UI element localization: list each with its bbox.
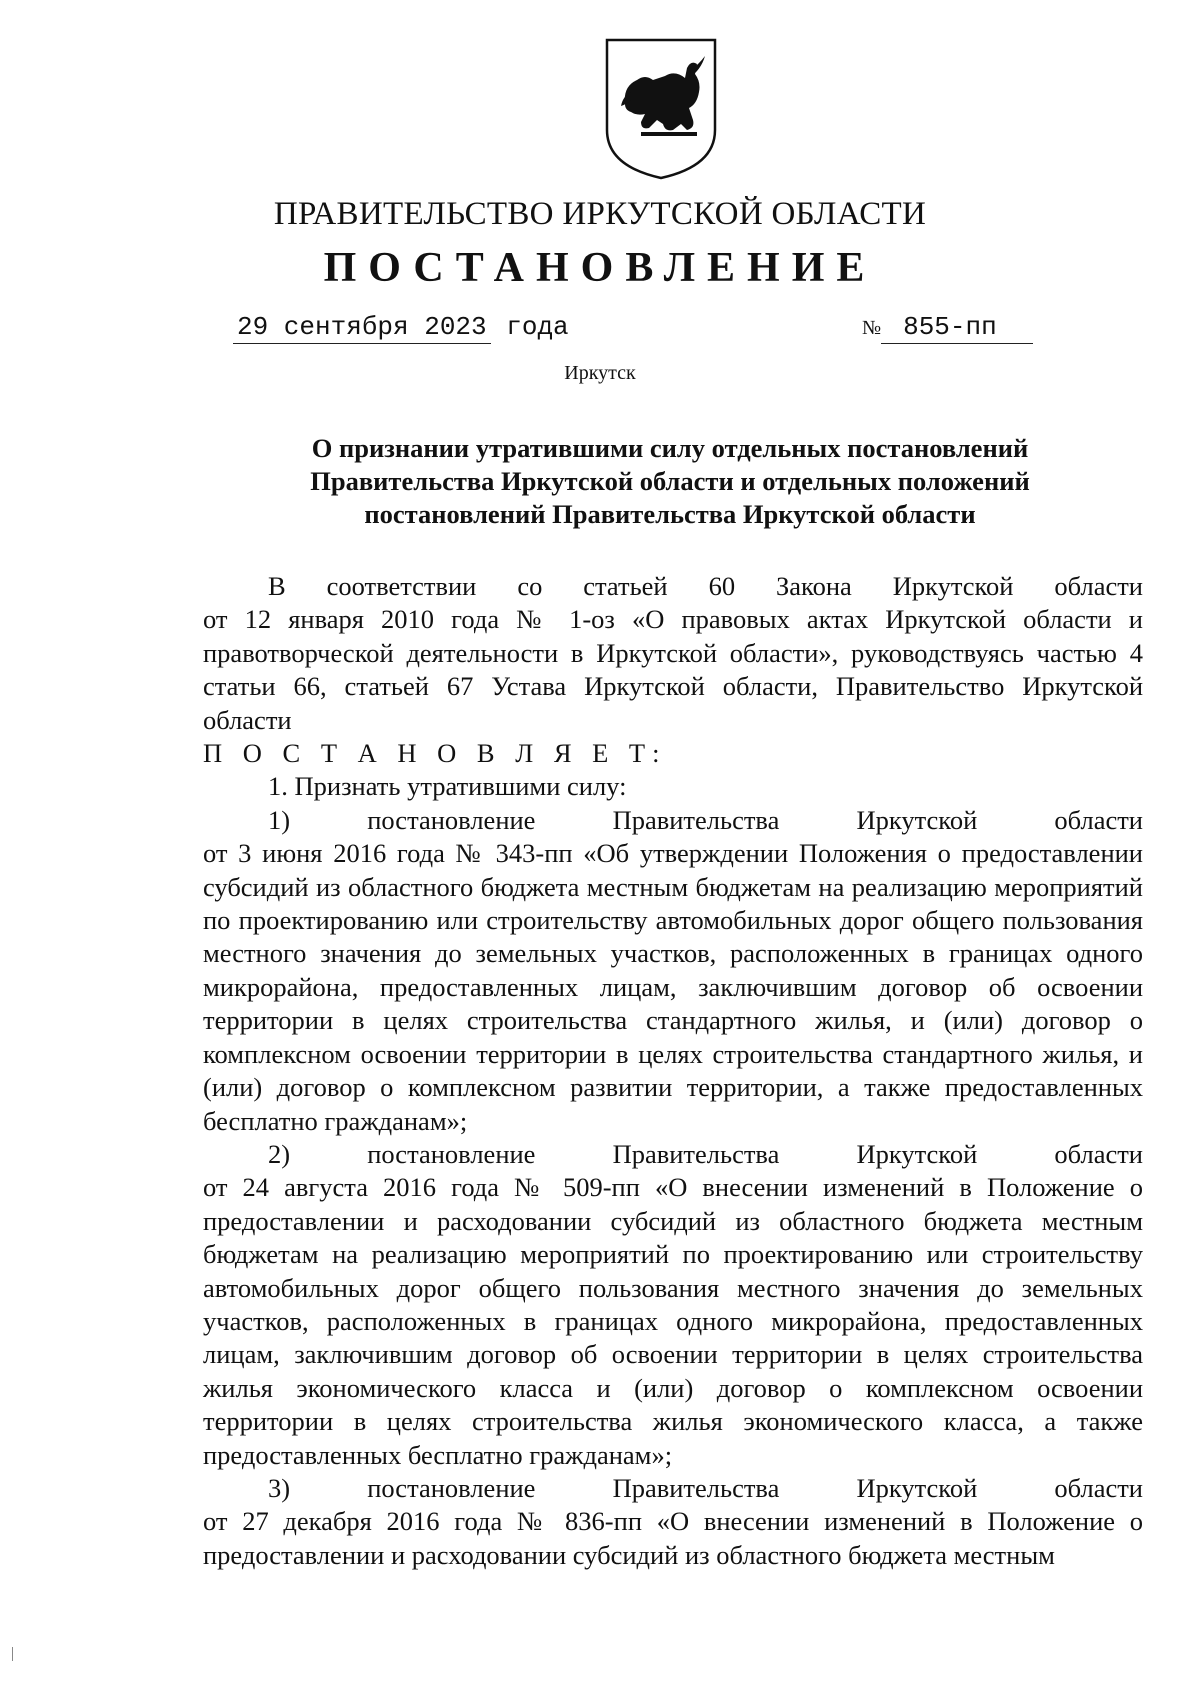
number-value: 855-пп (881, 312, 1033, 344)
word: соответствии (326, 571, 477, 601)
government-name: ПРАВИТЕЛЬСТВО ИРКУТСКОЙ ОБЛАСТИ (273, 196, 927, 232)
word: со (517, 571, 543, 601)
word: области (1054, 804, 1143, 835)
subitem-3-first-line (203, 1472, 1143, 1505)
subitem-3-text: от 27 декабря 2016 года № 836-пп «О внесении изменений в Положение о предоставлении и расходовании субсидий из областного бюджета местным (203, 1506, 1143, 1570)
title-line: постановлений Правительства Иркутской области (364, 499, 976, 529)
word: области (1054, 571, 1143, 601)
word: области (1054, 1472, 1143, 1503)
word: статьей (583, 571, 668, 601)
word: 3) (268, 1472, 291, 1503)
issue-city: Иркутск (564, 362, 636, 384)
document-type: ПОСТАНОВЛЕНИЕ (323, 245, 877, 291)
title-line: О признании утратившими силу отдельных постановлений (311, 433, 1029, 463)
subitem-1-text: от 3 июня 2016 года № 343-пп «Об утверждении Положения о предоставлении субсидий из областного бюджета местным бюджетам на реализацию мероприятий по проектированию или строительству автомобильных дорог общего пользования местного значения до земельных участков, расположенных в границах одного микрорайона, предоставленных лицам, заключившим договор об освоении территории в целях строительства стандартного жилья, и (или) договор о комплексном освоении территории в целях строительства стандартного жилья, и (или) договор о комплексном развитии территории, а также предоставленных бесплатно гражданам»; (203, 838, 1143, 1136)
preamble-text: от 12 января 2010 года № 1-оз «О правовых актах Иркутской области и правотворческой деятельности в Иркутской области», руководствуясь частью 4 статьи 66, статьей 67 Устава Иркутской области, Правительство Иркутской области (203, 604, 1143, 735)
preamble-first-line (203, 570, 1143, 603)
document-number (862, 312, 1033, 344)
document-title (200, 432, 1140, 531)
word: Правительства (612, 1472, 780, 1503)
decree-word: П О С Т А Н О В Л Я Е Т: (203, 738, 667, 769)
document-body (203, 570, 1143, 1572)
word: постановление (367, 804, 536, 835)
word: 60 (708, 571, 736, 601)
word: Правительства (612, 1138, 780, 1169)
coat-of-arms-icon (601, 34, 721, 184)
word: постановление (367, 1138, 536, 1169)
word: Иркутской (856, 1138, 978, 1169)
subitem-1-first-line (203, 804, 1143, 837)
word: Иркутской (856, 804, 978, 835)
word: Закона (776, 571, 852, 601)
word: 1) (268, 804, 291, 835)
title-line: Правительства Иркутской области и отдельных положений (310, 466, 1030, 496)
word: Правительства (612, 804, 780, 835)
word: области (1054, 1138, 1143, 1169)
date-suffix: года (490, 312, 569, 342)
word: 2) (268, 1138, 291, 1169)
word: В (268, 571, 286, 601)
word: Иркутской (856, 1472, 978, 1503)
number-sign: № (862, 317, 882, 339)
item-1: 1. Признать утратившими силу: (268, 771, 627, 802)
word: Иркутской (892, 571, 1014, 601)
date-value: 29 сентября 2023 (233, 312, 491, 344)
subitem-2-text: от 24 августа 2016 года № 509-пп «О внесении изменений в Положение о предоставлении и расходовании субсидий из областного бюджета местным бюджетам на реализацию мероприятий по проектированию или строительству автомобильных дорог общего пользования местного значения до земельных участков, расположенных в границах одного микрорайона, предоставленных лицам, заключившим договор об освоении территории в целях строительства жилья экономического класса и (или) договор о комплексном освоении территории в целях строительства жилья экономического класса, а также предоставленных бесплатно гражданам»; (203, 1172, 1143, 1470)
subitem-2-first-line (203, 1138, 1143, 1171)
scan-margin-mark (12, 1647, 13, 1661)
document-date (233, 312, 569, 344)
word: постановление (367, 1472, 536, 1503)
